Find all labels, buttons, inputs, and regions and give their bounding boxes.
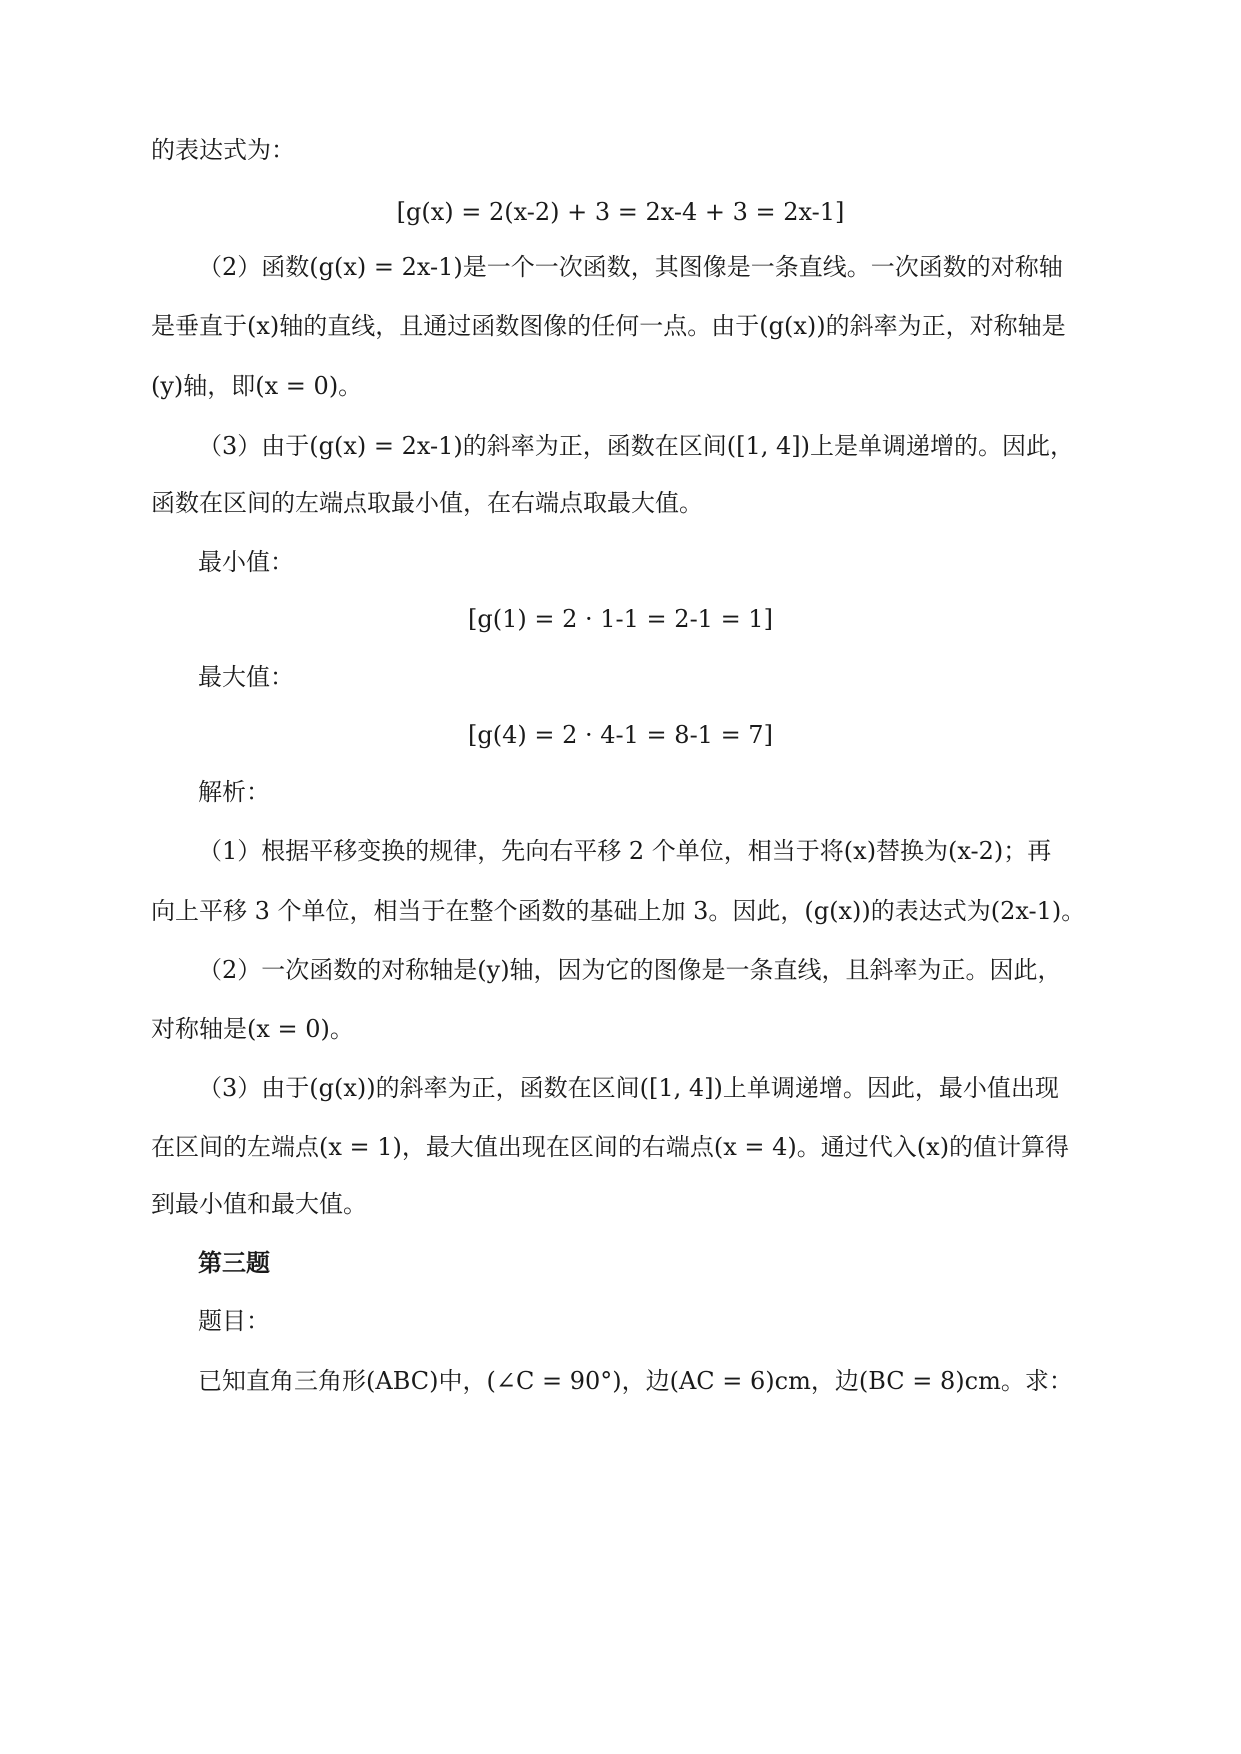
text-line: （3）由于(g(x))的斜率为正，函数在区间([1, 4])上单调递增。因此，最小值出现 xyxy=(198,1074,1059,1102)
text-line: 到最小值和最大值。 xyxy=(151,1190,367,1218)
text-line: （2）函数(g(x) = 2x-1)是一个一次函数，其图像是一条直线。一次函数的对称轴 xyxy=(198,253,1063,281)
text-line: 函数在区间的左端点取最小值，在右端点取最大值。 xyxy=(151,489,703,517)
text-line: （2）一次函数的对称轴是(y)轴，因为它的图像是一条直线，且斜率为正。因此， xyxy=(198,956,1062,984)
text-line: 是垂直于(x)轴的直线，且通过函数图像的任何一点。由于(g(x))的斜率为正，对称轴是 xyxy=(151,312,1066,340)
text-line: 最小值： xyxy=(198,548,294,576)
text-line: 在区间的左端点(x = 1)，最大值出现在区间的右端点(x = 4)。通过代入(x)的值计算得 xyxy=(151,1133,1070,1161)
text-line: 的表达式为： xyxy=(151,136,295,164)
text-line: (y)轴，即(x = 0)。 xyxy=(151,372,363,400)
text-line: （3）由于(g(x) = 2x-1)的斜率为正，函数在区间([1, 4])上是单调递增的。因此， xyxy=(198,432,1074,460)
text-line: 对称轴是(x = 0)。 xyxy=(151,1015,354,1043)
text-line: 已知直角三角形(ABC)中，(∠C = 90°)，边(AC = 6)cm，边(BC = 8)cm。求： xyxy=(198,1367,1073,1395)
text-line: 最大值： xyxy=(198,663,294,691)
equation-line: [g(4) = 2 · 4-1 = 8-1 = 7] xyxy=(468,721,773,749)
text-line: （1）根据平移变换的规律，先向右平移 2 个单位，相当于将(x)替换为(x-2)；再 xyxy=(198,837,1052,865)
text-line: 解析： xyxy=(198,778,270,806)
text-line: 向上平移 3 个单位，相当于在整个函数的基础上加 3。因此，(g(x))的表达式为(2x-1)。 xyxy=(151,897,1086,925)
section-heading: 第三题 xyxy=(198,1248,270,1277)
equation-line: [g(x) = 2(x-2) + 3 = 2x-4 + 3 = 2x-1] xyxy=(396,198,845,226)
text-line: 题目： xyxy=(198,1307,270,1335)
equation-line: [g(1) = 2 · 1-1 = 2-1 = 1] xyxy=(468,605,773,633)
